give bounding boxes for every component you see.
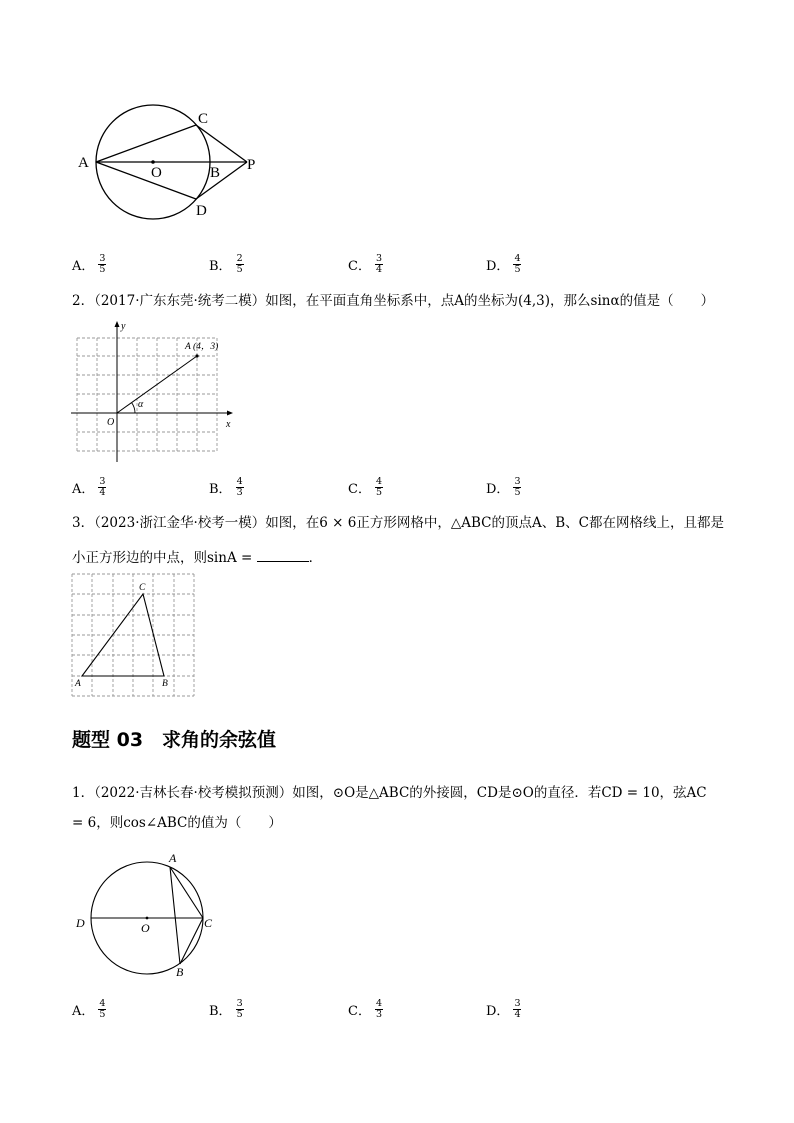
label-origin: O [107, 417, 115, 428]
figure-coordinate-grid [68, 316, 240, 466]
q4-option-c[interactable] [348, 999, 383, 1020]
denominator: 5 [514, 264, 521, 275]
section-heading: 题型 03 求角的余弦值 [72, 729, 277, 751]
denominator: 5 [236, 1009, 243, 1020]
option-label: D． [486, 482, 510, 497]
label-c: C [204, 916, 213, 930]
fraction [513, 477, 521, 498]
label-o: O [141, 921, 150, 935]
question-3-line-1: 3．（2023·浙江金华·校考一模）如图，在6 × 6正方形网格中，△ABC的顶点A、B、C都在网格线上，且都是 [72, 515, 724, 531]
denominator: 4 [99, 487, 106, 498]
question-3-line-2 [72, 545, 322, 571]
label-a: A [75, 679, 81, 689]
label-b: B [210, 165, 221, 181]
denominator: 5 [99, 1009, 106, 1020]
numerator: 4 [375, 998, 382, 1009]
point-a [195, 354, 198, 357]
fraction [375, 254, 383, 275]
fraction [236, 999, 244, 1020]
segment-bc [180, 918, 203, 964]
segment-ad [96, 162, 196, 199]
label-d: D [196, 203, 207, 219]
q4-option-a[interactable] [72, 999, 106, 1020]
q1-option-c[interactable] [348, 254, 383, 275]
option-label: A． [72, 1004, 95, 1019]
fraction [236, 477, 244, 498]
q1-option-d[interactable] [486, 254, 521, 275]
label-alpha: α [138, 399, 144, 410]
segment-cp [196, 125, 247, 162]
fraction [375, 477, 383, 498]
label-y: y [121, 321, 126, 332]
figure-triangle-grid [70, 572, 198, 700]
fraction [98, 477, 106, 498]
fraction [513, 999, 521, 1020]
numerator: 4 [99, 998, 106, 1009]
label-d: D [76, 916, 85, 930]
question-4-line-2: = 6，则cos∠ABC的值为（ ） [72, 815, 282, 831]
numerator: 2 [236, 253, 243, 264]
q2-option-b[interactable] [209, 477, 244, 498]
angle-alpha-arc [132, 403, 135, 413]
numerator: 4 [514, 253, 521, 264]
fraction [375, 999, 383, 1020]
option-label: C． [348, 259, 371, 274]
option-label: A． [72, 482, 95, 497]
label-p: P [247, 157, 256, 173]
figure-circle-tangents [72, 100, 272, 230]
option-label: B． [209, 482, 232, 497]
numerator: 3 [375, 253, 382, 264]
option-label: B． [209, 1004, 232, 1019]
question-4-line-1: 1．（2022·吉林长春·校考模拟预测）如图，⊙O是△ABC的外接圆，CD是⊙O的直径．若CD = 10，弦AC [72, 785, 707, 801]
segment-dp [196, 162, 247, 199]
label-b: B [176, 965, 184, 979]
y-axis-arrow [115, 321, 120, 327]
denominator: 5 [99, 264, 106, 275]
option-label: B． [209, 259, 232, 274]
label-o: O [151, 165, 162, 181]
fraction [98, 999, 106, 1020]
numerator: 4 [375, 476, 382, 487]
denominator: 3 [375, 1009, 382, 1020]
numerator: 3 [99, 253, 106, 264]
denominator: 4 [514, 1009, 521, 1020]
denominator: 5 [375, 487, 382, 498]
question-3-prefix: 小正方形边的中点，则sinA = [72, 550, 257, 566]
label-a: A [169, 851, 177, 865]
option-label: D． [486, 1004, 510, 1019]
figure-circumcircle [70, 850, 220, 980]
numerator: 3 [514, 998, 521, 1009]
label-c: C [139, 583, 146, 593]
answer-blank[interactable] [257, 547, 309, 562]
denominator: 5 [236, 264, 243, 275]
option-label: C． [348, 482, 371, 497]
label-point-a: A (4，3) [185, 342, 219, 352]
question-3-suffix: ． [308, 550, 323, 566]
x-axis-arrow [227, 411, 233, 416]
question-2-text: 2．（2017·广东东莞·统考二模）如图，在平面直角坐标系中，点A的坐标为(4,3)，那么sinα的值是（ ） [72, 293, 715, 309]
label-x: x [226, 419, 231, 430]
label-c: C [198, 111, 209, 127]
label-b: B [162, 679, 168, 689]
denominator: 3 [236, 487, 243, 498]
center-dot [151, 160, 155, 164]
numerator: 3 [236, 998, 243, 1009]
label-a: A [78, 155, 89, 171]
segment-ab [170, 867, 180, 964]
center-dot [146, 917, 149, 920]
option-label: A． [72, 259, 95, 274]
fraction [236, 254, 244, 275]
numerator: 4 [236, 476, 243, 487]
option-label: D． [486, 259, 510, 274]
denominator: 5 [514, 487, 521, 498]
fraction [98, 254, 106, 275]
fraction [513, 254, 521, 275]
q2-option-c[interactable] [348, 477, 383, 498]
option-label: C． [348, 1004, 371, 1019]
numerator: 3 [514, 476, 521, 487]
segment-ac [96, 125, 196, 162]
q2-option-d[interactable] [486, 477, 521, 498]
q1-option-a[interactable] [72, 254, 106, 275]
q2-option-a[interactable] [72, 477, 106, 498]
grid-lines [72, 574, 194, 696]
q1-option-b[interactable] [209, 254, 244, 275]
denominator: 4 [375, 264, 382, 275]
numerator: 3 [99, 476, 106, 487]
q4-option-b[interactable] [209, 999, 244, 1020]
q4-option-d[interactable] [486, 999, 521, 1020]
